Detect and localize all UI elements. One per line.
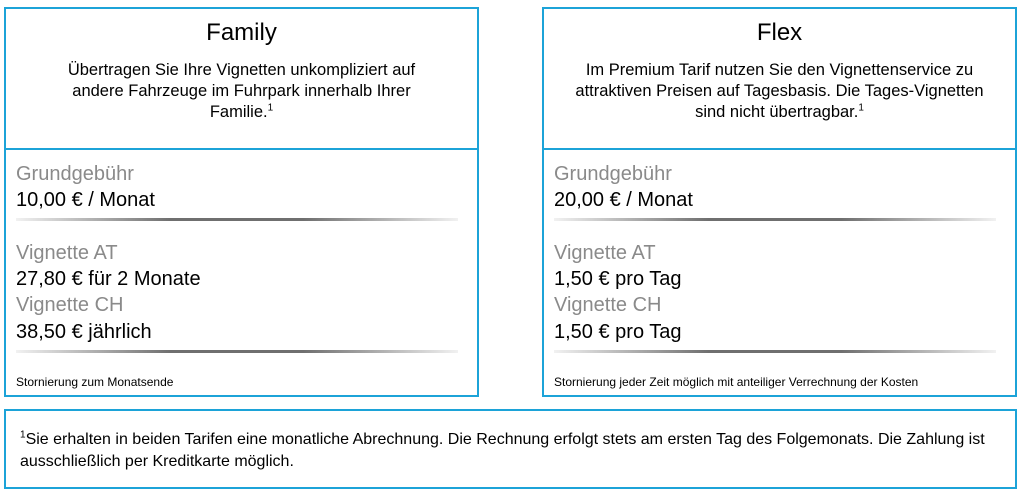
base-fee-value: 10,00 € / Monat: [16, 189, 155, 211]
card-description: [36, 60, 448, 123]
footnote-text: Sie erhalten in beiden Tarifen eine monatliche Abrechnung. Die Rechnung erfolgt stets am ersten Tag des Folgemonats. Die Zahlung ist ausschließlich per Kreditkarte möglich.: [20, 431, 985, 470]
footnote-ref: 1: [267, 102, 274, 114]
vignette-ch-value: 38,50 € jährlich: [16, 321, 152, 343]
divider: [16, 218, 458, 221]
base-fee-value: 20,00 € / Monat: [554, 189, 693, 211]
vignette-at-label: Vignette AT: [16, 242, 118, 264]
base-fee-label: Grundgebühr: [16, 163, 134, 185]
card-title: Flex: [756, 19, 803, 46]
vignette-at-value: 1,50 € pro Tag: [554, 268, 682, 290]
base-fee-label: Grundgebühr: [554, 163, 672, 185]
vignette-ch-label: Vignette CH: [554, 294, 662, 316]
divider: [554, 218, 996, 221]
card-title: Family: [206, 19, 277, 46]
cancellation-note: Stornierung jeder Zeit möglich mit anteiliger Verrechnung der Kosten: [554, 375, 919, 389]
vignette-ch-label: Vignette CH: [16, 294, 124, 316]
description-text: Übertragen Sie Ihre Vignetten unkompliziert auf andere Fahrzeuge im Fuhrpark innerhalb Ihrer Familie.: [67, 61, 416, 121]
footnote-ref: 1: [858, 102, 864, 114]
cancellation-note: Stornierung zum Monatsende: [16, 375, 174, 389]
footnote-marker: 1: [20, 429, 26, 441]
card-description: [554, 60, 1006, 123]
description-text: Im Premium Tarif nutzen Sie den Vignettenservice zu attraktiven Preisen auf Tagesbasis. Die Tages-Vignetten sind nicht übertragbar.: [575, 61, 984, 121]
footnote: [20, 429, 1000, 473]
tariff-card-flex: [542, 7, 1017, 397]
vignette-at-label: Vignette AT: [554, 242, 656, 264]
divider: [16, 350, 458, 353]
footnote-box: [4, 409, 1017, 489]
card-header: [544, 9, 1015, 150]
vignette-ch-value: 1,50 € pro Tag: [554, 321, 682, 343]
tariff-card-family: [4, 7, 479, 397]
divider: [554, 350, 996, 353]
card-header: [6, 9, 477, 150]
vignette-at-value: 27,80 € für 2 Monate: [16, 268, 201, 290]
